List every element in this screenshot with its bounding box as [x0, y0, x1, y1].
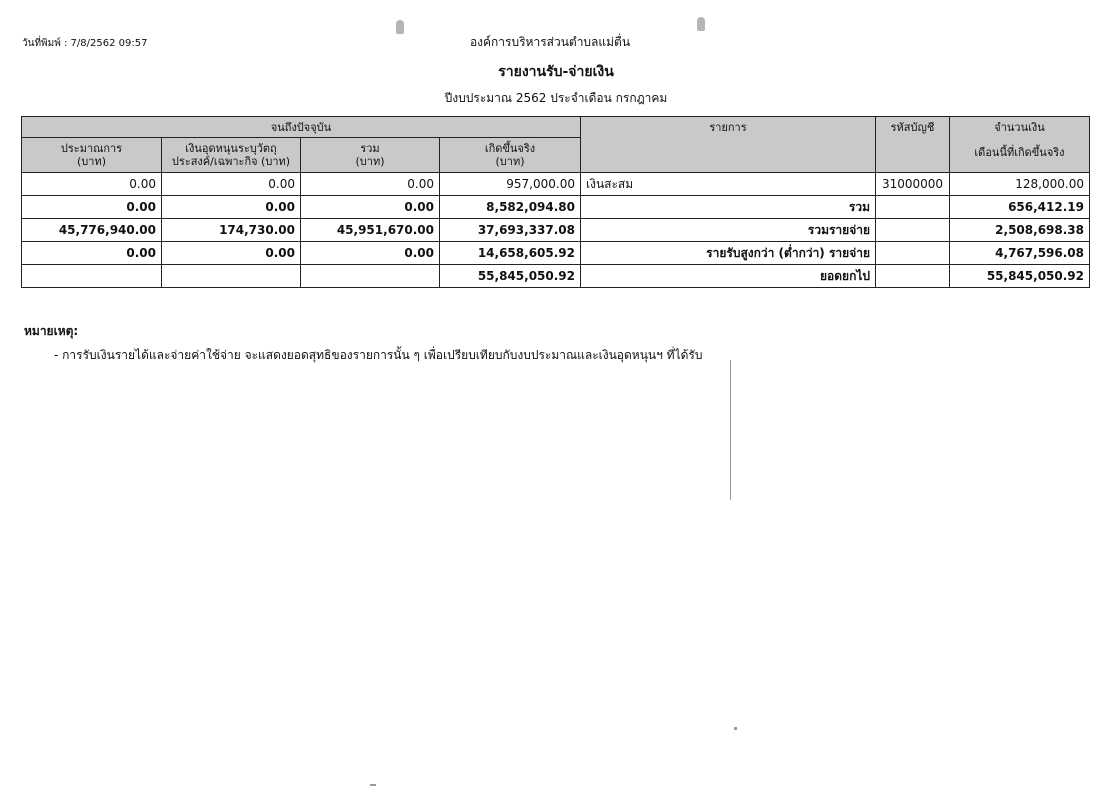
cell-actual: 37,693,337.08 [440, 219, 581, 242]
cell-item: เงินสะสม [581, 173, 876, 196]
cell-reserve [162, 265, 301, 288]
cell-total: 0.00 [301, 242, 440, 265]
cell-amount: 128,000.00 [950, 173, 1090, 196]
header-actual: เกิดขึ้นจริง (บาท) [440, 138, 581, 173]
cell-total [301, 265, 440, 288]
cell-reserve: 0.00 [162, 242, 301, 265]
table-row [22, 265, 1090, 288]
cell-code: 31000000 [876, 173, 950, 196]
cell-amount: 656,412.19 [950, 196, 1090, 219]
cell-actual: 55,845,050.92 [440, 265, 581, 288]
cell-budget: 45,776,940.00 [22, 219, 162, 242]
cell-budget: 0.00 [22, 242, 162, 265]
cell-code [876, 219, 950, 242]
header-reserve: เงินอุดหนุนระบุวัตถุ ประสงค์/เฉพาะกิจ (บาท) [162, 138, 301, 173]
header-account-code: รหัสบัญชี [876, 117, 950, 173]
cell-code [876, 242, 950, 265]
cell-reserve: 174,730.00 [162, 219, 301, 242]
cell-budget: 0.00 [22, 196, 162, 219]
organization-name: องค์การบริหารส่วนตำบลแม่ตื่น [469, 35, 631, 49]
header-budget: ประมาณการ (บาท) [22, 138, 162, 173]
header-total: รวม (บาท) [301, 138, 440, 173]
cell-amount: 2,508,698.38 [950, 219, 1090, 242]
cell-code [876, 196, 950, 219]
cell-budget [22, 265, 162, 288]
cell-total: 0.00 [301, 173, 440, 196]
punch-hole-right [697, 17, 705, 31]
cell-actual: 8,582,094.80 [440, 196, 581, 219]
cell-code [876, 265, 950, 288]
header-amount-sub: เดือนนี้ที่เกิดขึ้นจริง [974, 146, 1065, 159]
header-item: รายการ [581, 117, 876, 173]
table-row [22, 173, 1090, 196]
report-table [21, 116, 1090, 288]
table-row [22, 219, 1090, 242]
cell-item: รวมรายจ่าย [581, 219, 876, 242]
header-amount-label: จำนวนเงิน [994, 121, 1045, 134]
report-subtitle: ปีงบประมาณ 2562 ประจำเดือน กรกฎาคม [444, 91, 668, 105]
cell-total: 0.00 [301, 196, 440, 219]
header-amount [950, 117, 1090, 173]
notes-title: หมายเหตุ: [24, 324, 79, 338]
cell-reserve: 0.00 [162, 173, 301, 196]
notes-text: - การรับเงินรายได้และจ่ายค่าใช้จ่าย จะแสดงยอดสุทธิของรายการนั้น ๆ เพื่อเปรียบเทียบกับงบประมาณและเงินอุดหนุนฯ ที่ได้รับ [54, 348, 703, 362]
cell-item: รายรับสูงกว่า (ต่ำกว่า) รายจ่าย [581, 242, 876, 265]
scan-mark [730, 360, 731, 500]
cell-amount: 4,767,596.08 [950, 242, 1090, 265]
punch-hole-left [396, 20, 404, 34]
cell-item: ยอดยกไป [581, 265, 876, 288]
print-date: วันที่พิมพ์ : 7/8/2562 09:57 [22, 38, 148, 49]
cell-amount: 55,845,050.92 [950, 265, 1090, 288]
table-row [22, 242, 1090, 265]
cell-actual: 957,000.00 [440, 173, 581, 196]
scan-mark [734, 727, 737, 730]
report-title: รายงานรับ-จ่ายเงิน [498, 64, 614, 80]
cell-item: รวม [581, 196, 876, 219]
table-row [22, 196, 1090, 219]
cell-reserve: 0.00 [162, 196, 301, 219]
cell-actual: 14,658,605.92 [440, 242, 581, 265]
scan-mark [370, 784, 376, 786]
cell-total: 45,951,670.00 [301, 219, 440, 242]
cell-budget: 0.00 [22, 173, 162, 196]
group-header-to-date: จนถึงปัจจุบัน [22, 117, 581, 138]
